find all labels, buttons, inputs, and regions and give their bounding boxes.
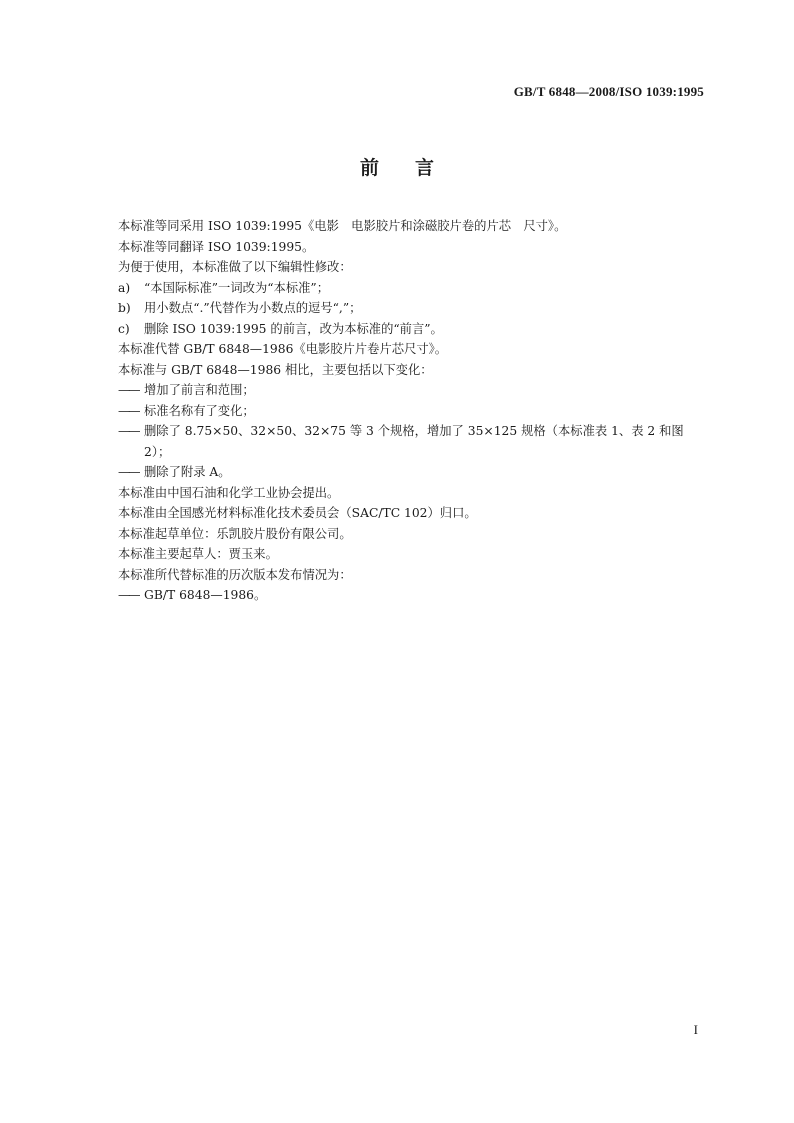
list-item-c [118,319,708,340]
paragraph-text: 本标准等同采用 ISO 1039:1995《电影 电影胶片和涂磁胶片卷的片芯 尺寸》。 [118,219,567,233]
list-item-text: 用小数点“.”代替作为小数点的逗号“,”； [144,301,362,315]
paragraph-text: 本标准主要起草人：贾玉来。 [118,547,278,561]
list-item-text: 删除 ISO 1039:1995 的前言，改为本标准的“前言”。 [144,321,443,336]
dash-marker: —— [118,383,139,397]
paragraph-translation [118,237,708,258]
change-item-2 [118,401,708,422]
paragraph-text: 本标准等同翻译 ISO 1039:1995。 [118,239,315,254]
change-item-3 [118,421,708,462]
list-item-b [118,298,708,319]
document-code-header: GB/T 6848—2008/ISO 1039:1995 [513,84,704,99]
paragraph-text: 本标准由全国感光材料标准化技术委员会（SAC/TC 102）归口。 [118,506,477,520]
paragraph-drafting-unit [118,524,708,545]
foreword-body [118,216,708,606]
change-item-text: 删除了 8.75×50、32×50、32×75 等 3 个规格，增加了 35×125 规格（本标准表 1、表 2 和图 2）； [144,424,684,459]
change-item-text: 标准名称有了变化； [144,403,255,418]
list-marker: c) [118,321,130,336]
paragraph-text: 本标准代替 GB/T 6848—1986《电影胶片片卷片芯尺寸》。 [118,342,448,356]
paragraph-text: 本标准与 GB/T 6848—1986 相比，主要包括以下变化： [118,362,433,377]
paragraph-text: 为便于使用，本标准做了以下编辑性修改： [118,260,352,274]
history-item-1 [118,585,708,606]
paragraph-proposer [118,483,708,504]
dash-marker: —— [118,403,139,418]
paragraph-text: 本标准由中国石油和化学工业协会提出。 [118,485,340,500]
paragraph-drafter [118,544,708,565]
list-item-a [118,278,708,299]
paragraph-text: 本标准所代替标准的历次版本发布情况为： [118,567,352,582]
change-item-1 [118,380,708,401]
change-item-4 [118,462,708,483]
paragraph-committee [118,503,708,524]
page-number: I [693,1022,698,1037]
dash-marker: —— [118,588,139,602]
paragraph-text: 本标准起草单位：乐凯胶片股份有限公司。 [118,526,352,541]
paragraph-changes-intro [118,360,708,381]
page-title: 前言 [359,157,470,179]
list-marker: b) [118,301,131,315]
change-item-text: 删除了附录 A。 [144,465,231,479]
dash-marker: —— [118,465,139,479]
dash-marker: —— [118,424,139,438]
history-item-text: GB/T 6848—1986。 [144,588,267,602]
list-marker: a) [118,280,131,295]
paragraph-editorial-intro [118,257,708,278]
list-item-text: “本国际标准”一词改为“本标准”； [144,280,330,295]
paragraph-replaces [118,339,708,360]
paragraph-adoption [118,216,708,237]
paragraph-history-intro [118,565,708,586]
change-item-text: 增加了前言和范围； [144,383,255,397]
